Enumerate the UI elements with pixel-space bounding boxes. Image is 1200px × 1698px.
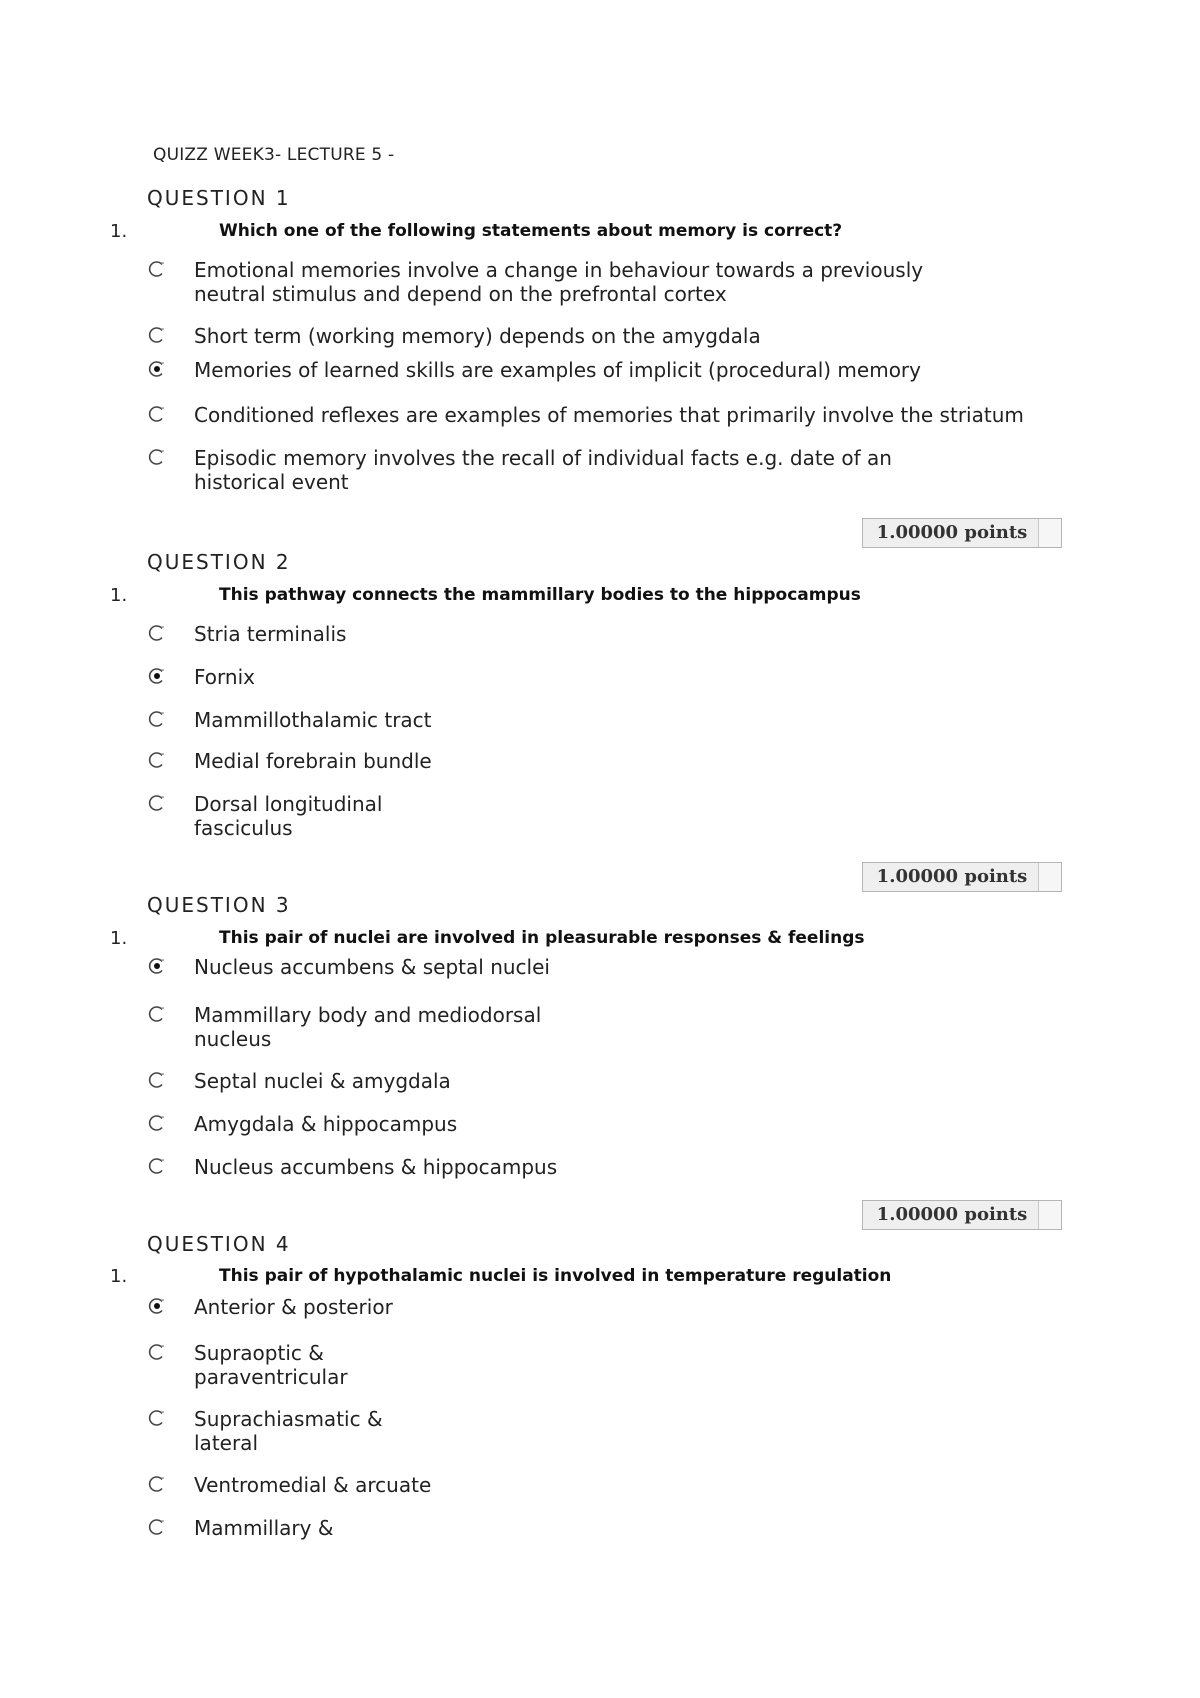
answer-label: Fornix	[194, 665, 255, 689]
points-label: 1.00000 points	[876, 866, 1028, 887]
answer-label: Septal nuclei & amygdala	[194, 1069, 451, 1093]
answer-label: Nucleus accumbens & septal nuclei	[194, 955, 550, 979]
question-heading: QUESTION 2	[147, 550, 291, 574]
points-cell	[1038, 519, 1061, 547]
question-text: Which one of the following statements about memory is correct?	[219, 221, 843, 241]
radio-unselected-icon[interactable]	[148, 1157, 166, 1175]
radio-unselected-icon[interactable]	[148, 326, 166, 344]
answer-label: Memories of learned skills are examples of implicit (procedural) memory	[194, 358, 921, 382]
radio-unselected-icon[interactable]	[148, 751, 166, 769]
question-number: 1.	[110, 1266, 128, 1287]
points-box	[862, 1200, 1062, 1230]
points-box	[862, 862, 1062, 892]
answer-label: Stria terminalis	[194, 622, 347, 646]
question-text: This pathway connects the mammillary bodies to the hippocampus	[219, 585, 861, 605]
answer-label: Short term (working memory) depends on the amygdala	[194, 324, 761, 348]
points-box	[862, 518, 1062, 548]
answer-label: Episodic memory involves the recall of individual facts e.g. date of an historical event	[194, 446, 892, 494]
answer-label: Conditioned reflexes are examples of memories that primarily involve the striatum	[194, 403, 1024, 427]
points-cell	[1038, 863, 1061, 891]
question-heading: QUESTION 3	[147, 893, 291, 917]
radio-unselected-icon[interactable]	[148, 624, 166, 642]
radio-selected-icon[interactable]	[148, 360, 166, 378]
radio-unselected-icon[interactable]	[148, 260, 166, 278]
answer-label: Mammillary &	[194, 1516, 334, 1540]
radio-unselected-icon[interactable]	[148, 1518, 166, 1536]
radio-unselected-icon[interactable]	[148, 448, 166, 466]
question-heading: QUESTION 1	[147, 186, 291, 210]
answer-label: Suprachiasmatic & lateral	[194, 1407, 383, 1455]
question-number: 1.	[110, 928, 128, 949]
answer-label: Amygdala & hippocampus	[194, 1112, 458, 1136]
question-text: This pair of nuclei are involved in pleasurable responses & feelings	[219, 928, 865, 948]
answer-label: Nucleus accumbens & hippocampus	[194, 1155, 558, 1179]
question-text: This pair of hypothalamic nuclei is involved in temperature regulation	[219, 1266, 892, 1286]
answer-label: Mammillary body and mediodorsal nucleus	[194, 1003, 542, 1051]
radio-unselected-icon[interactable]	[148, 1409, 166, 1427]
radio-unselected-icon[interactable]	[148, 1071, 166, 1089]
radio-unselected-icon[interactable]	[148, 710, 166, 728]
radio-unselected-icon[interactable]	[148, 405, 166, 423]
radio-selected-icon[interactable]	[148, 1297, 166, 1315]
points-cell	[1038, 1201, 1061, 1229]
answer-label: Anterior & posterior	[194, 1295, 393, 1319]
question-heading: QUESTION 4	[147, 1232, 291, 1256]
question-number: 1.	[110, 221, 128, 242]
radio-selected-icon[interactable]	[148, 667, 166, 685]
radio-selected-icon[interactable]	[148, 957, 166, 975]
document-title: QUIZZ WEEK3- LECTURE 5 -	[153, 145, 395, 165]
question-number: 1.	[110, 585, 128, 606]
answer-label: Medial forebrain bundle	[194, 749, 432, 773]
radio-unselected-icon[interactable]	[148, 1475, 166, 1493]
radio-unselected-icon[interactable]	[148, 1005, 166, 1023]
answer-label: Mammillothalamic tract	[194, 708, 432, 732]
radio-unselected-icon[interactable]	[148, 1343, 166, 1361]
answer-label: Dorsal longitudinal fasciculus	[194, 792, 383, 840]
radio-unselected-icon[interactable]	[148, 794, 166, 812]
answer-label: Supraoptic & paraventricular	[194, 1341, 348, 1389]
points-label: 1.00000 points	[876, 522, 1028, 543]
answer-label: Emotional memories involve a change in behaviour towards a previously neutral stimulus and depend on the prefrontal cortex	[194, 258, 924, 306]
points-label: 1.00000 points	[876, 1204, 1028, 1225]
radio-unselected-icon[interactable]	[148, 1114, 166, 1132]
answer-label: Ventromedial & arcuate	[194, 1473, 432, 1497]
